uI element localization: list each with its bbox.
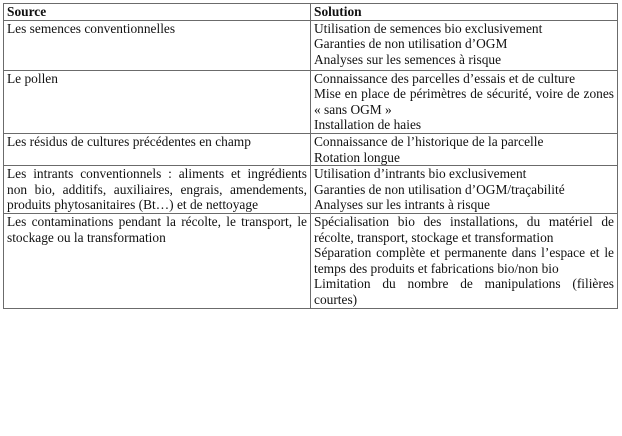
header-solution: Solution	[311, 4, 618, 21]
solution-item: Rotation longue	[314, 149, 400, 165]
source-cell: Le pollen	[4, 70, 311, 133]
solution-item: Mise en place de périmètres de sécurité, voire de zones « sans OGM »	[314, 86, 614, 117]
table-row	[4, 70, 618, 133]
table-row	[4, 213, 618, 308]
source-cell: Les contaminations pendant la récolte, le transport, le stockage ou la transformation	[4, 213, 311, 308]
solution-item: Analyses sur les intrants à risque	[314, 197, 490, 213]
table-row	[4, 20, 618, 70]
solution-cell	[311, 70, 618, 133]
solution-item: Garanties de non utilisation d’OGM	[314, 36, 508, 52]
solution-cell	[311, 20, 618, 70]
solution-item: Connaissance de l’historique de la parcelle	[314, 133, 544, 149]
table-row	[4, 166, 618, 214]
source-cell: Les semences conventionnelles	[4, 20, 311, 70]
solution-item: Utilisation d’intrants bio exclusivement	[314, 166, 527, 182]
solution-item: Installation de haies	[314, 117, 422, 133]
header-source: Source	[4, 4, 311, 21]
sources-solutions-table	[3, 3, 618, 309]
solution-cell	[311, 166, 618, 214]
solution-cell	[311, 213, 618, 308]
solution-item: Séparation complète et permanente dans l’espace et le temps des produits et fabrications bio/non bio	[314, 245, 614, 276]
source-cell: Les résidus de cultures précédentes en champ	[4, 133, 311, 165]
solution-item: Analyses sur les semences à risque	[314, 51, 502, 67]
solution-item: Utilisation de semences bio exclusivement	[314, 20, 543, 36]
solution-item: Connaissance des parcelles d’essais et de culture	[314, 70, 576, 86]
solution-item: Limitation du nombre de manipulations (filières courtes)	[314, 276, 614, 307]
solution-item: Garanties de non utilisation d’OGM/traçabilité	[314, 181, 565, 197]
header-row	[4, 4, 618, 21]
solution-item: Spécialisation bio des installations, du matériel de récolte, transport, stockage et transformation	[314, 213, 614, 245]
solution-cell	[311, 133, 618, 165]
table-row	[4, 133, 618, 165]
source-cell: Les intrants conventionnels : aliments et ingrédients non bio, additifs, auxiliaires, engrais, amendements, produits phytosanitaires (Bt…) et de nettoyage	[4, 166, 311, 214]
